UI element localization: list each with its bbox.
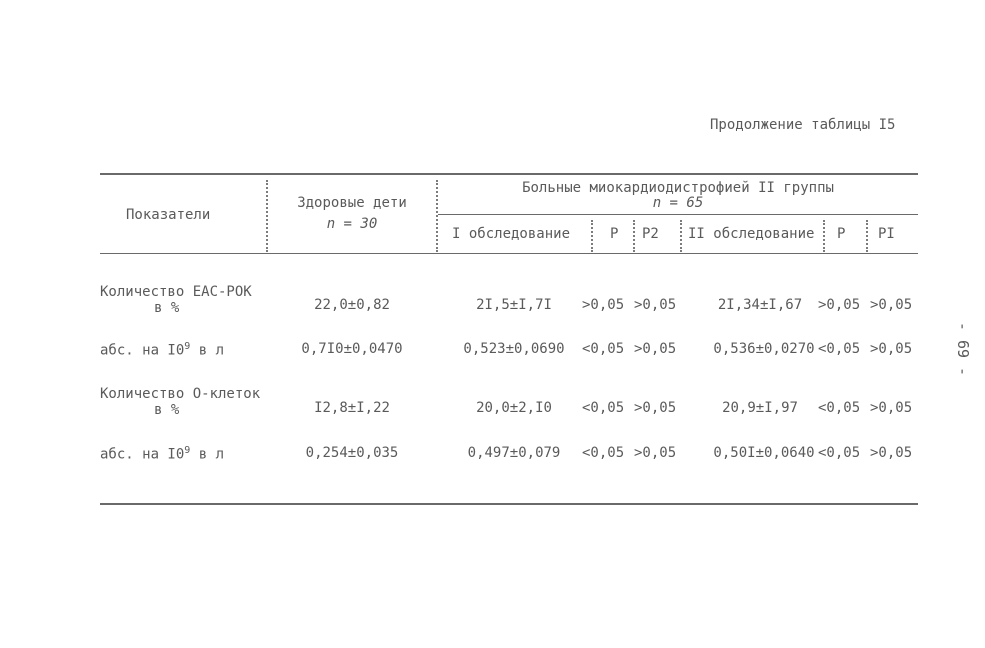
cell-pi: >0,05 — [870, 445, 913, 461]
cell-exam2: 0,50I±0,0640 — [713, 445, 815, 461]
subheader-exam2: II обследование — [688, 226, 815, 242]
table-top-rule — [100, 173, 918, 175]
header-separator — [591, 220, 593, 252]
page-number: - 69 - — [954, 321, 973, 377]
subheader-p2: P2 — [642, 226, 659, 242]
cell-p: <0,05 — [582, 445, 625, 461]
subheader-pi: PI — [878, 226, 895, 242]
header-separator — [266, 180, 268, 252]
cell-healthy: 22,0±0,82 — [314, 297, 390, 313]
cell-p: <0,05 — [818, 341, 861, 357]
header-separator — [436, 180, 438, 252]
cell-p2: >0,05 — [634, 445, 677, 461]
cell-pi: >0,05 — [870, 297, 913, 313]
row-label: Количество О-клеток — [100, 386, 261, 402]
cell-p: <0,05 — [582, 341, 625, 357]
cell-healthy: 0,254±0,035 — [305, 445, 399, 461]
column-header-sick: Больные миокардиодистрофией II группы — [522, 180, 834, 196]
header-separator — [680, 220, 682, 252]
header-bottom-rule — [100, 253, 918, 254]
cell-exam2: 2I,34±I,67 — [717, 297, 803, 313]
cell-healthy: I2,8±I,22 — [314, 400, 390, 416]
row-label-exponent: 9 — [184, 341, 191, 352]
cell-pi: >0,05 — [870, 400, 913, 416]
cell-p: >0,05 — [818, 297, 861, 313]
cell-exam1: 2I,5±I,7I — [476, 297, 552, 313]
row-label-text: абс. на I0 — [100, 342, 185, 359]
cell-exam1: 0,523±0,0690 — [463, 341, 565, 357]
cell-p: >0,05 — [582, 297, 625, 313]
row-label-tail: в л — [198, 446, 225, 463]
cell-p2: >0,05 — [634, 297, 677, 313]
column-header-healthy-n: n = 30 — [326, 216, 378, 232]
cell-p: <0,05 — [818, 400, 861, 416]
row-label — [100, 445, 224, 463]
cell-exam2: 0,536±0,0270 — [713, 341, 815, 357]
subheader-rule — [438, 214, 918, 215]
cell-exam1: 20,0±2,I0 — [476, 400, 552, 416]
row-label-text: абс. на I0 — [100, 446, 185, 463]
column-header-sick-n: n = 65 — [652, 195, 704, 211]
cell-p: <0,05 — [818, 445, 861, 461]
subheader-p: P — [610, 226, 619, 242]
cell-p2: >0,05 — [634, 341, 677, 357]
subheader-exam1: I обследование — [452, 226, 571, 242]
subheader-p: P — [837, 226, 846, 242]
cell-pi: >0,05 — [870, 341, 913, 357]
row-label-unit: в % — [154, 300, 180, 316]
table-bottom-rule — [100, 503, 918, 505]
column-header-healthy: Здоровые дети — [297, 195, 407, 211]
column-header-indicators: Показатели — [126, 207, 211, 223]
cell-p: <0,05 — [582, 400, 625, 416]
table-caption: Продолжение таблицы I5 — [710, 117, 896, 133]
row-label — [100, 341, 224, 359]
cell-p2: >0,05 — [634, 400, 677, 416]
row-label-tail: в л — [198, 342, 225, 359]
header-separator — [633, 220, 635, 252]
row-label-exponent: 9 — [184, 445, 191, 456]
header-separator — [823, 220, 825, 252]
row-label-unit: в % — [154, 402, 180, 418]
cell-exam1: 0,497±0,079 — [467, 445, 561, 461]
row-label: Количество ЕАС-РОК — [100, 284, 252, 300]
cell-exam2: 20,9±I,97 — [722, 400, 798, 416]
header-separator — [866, 220, 868, 252]
cell-healthy: 0,7I0±0,0470 — [301, 341, 403, 357]
